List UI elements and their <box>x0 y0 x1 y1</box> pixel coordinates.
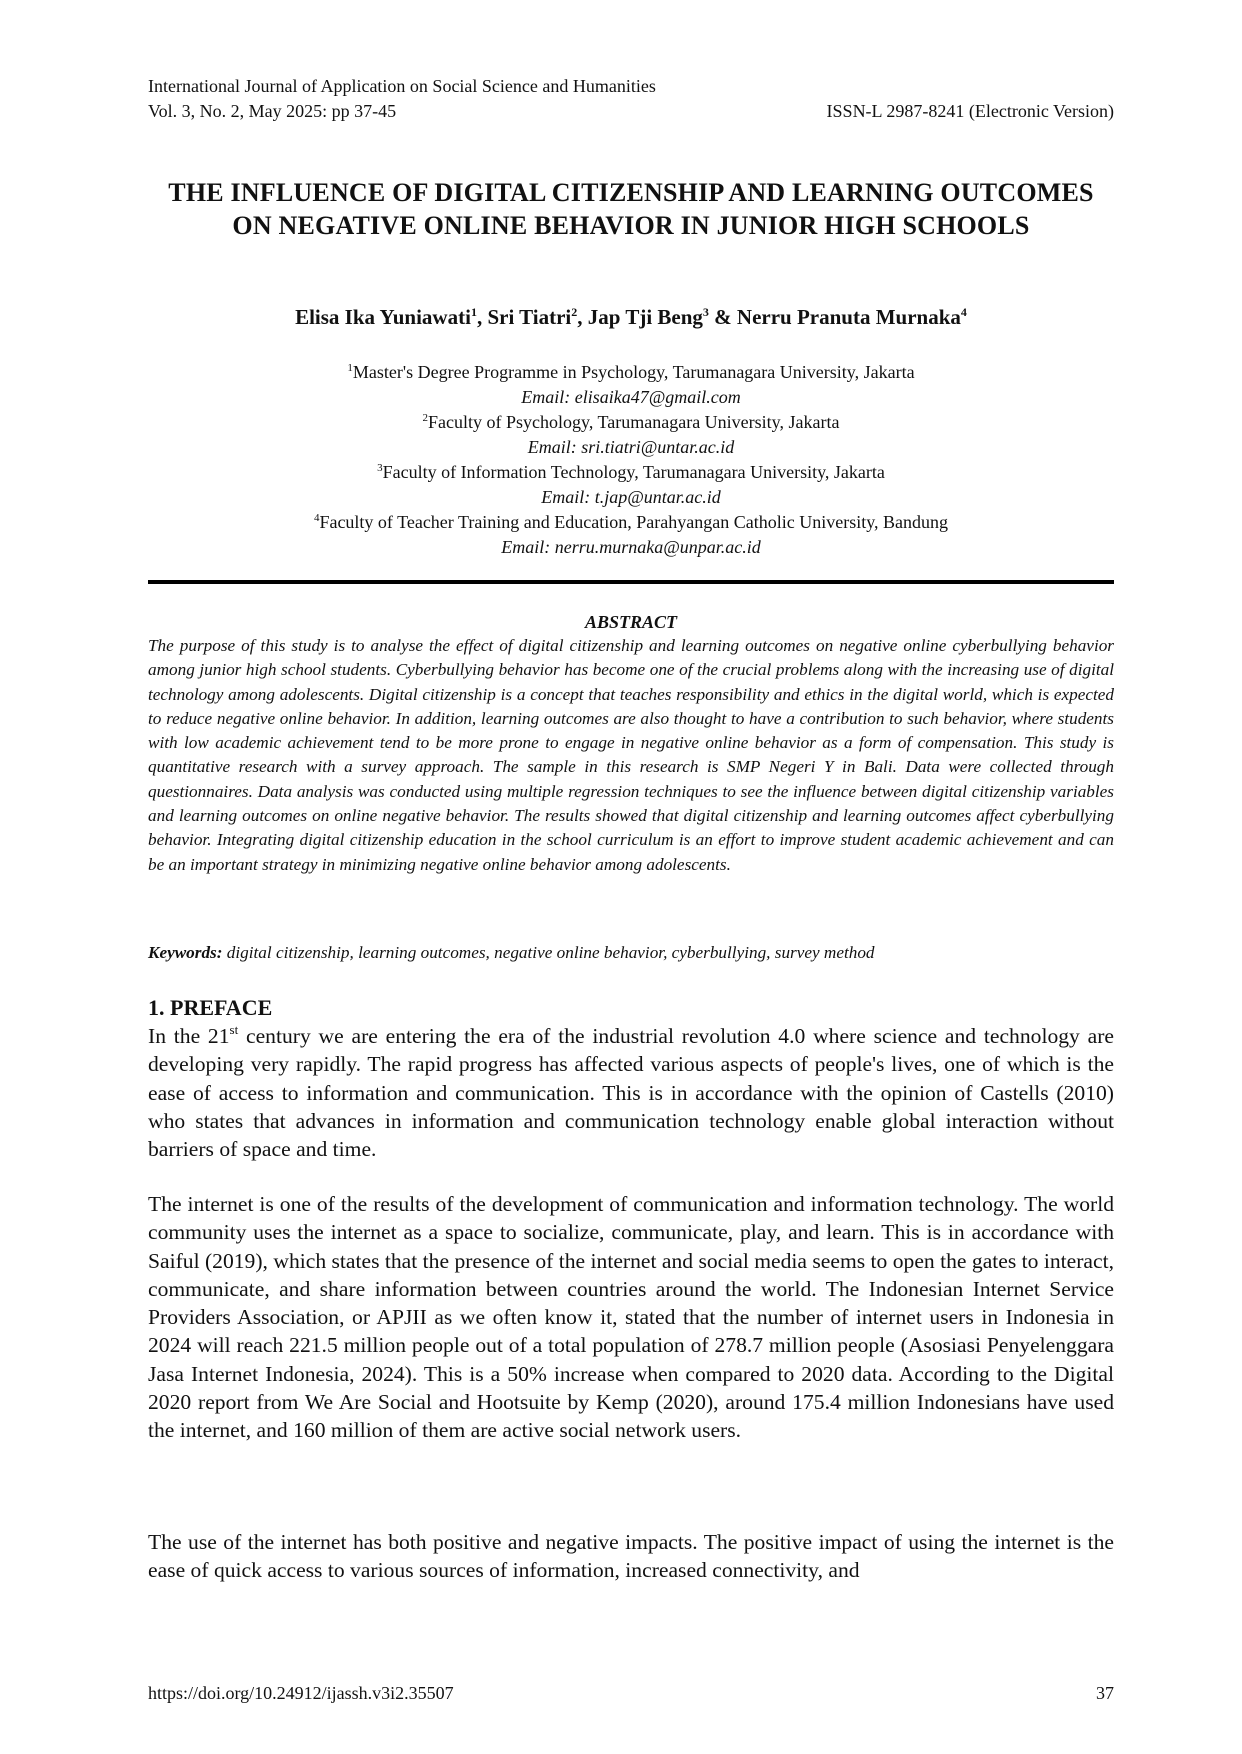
author-email[interactable]: Email: nerru.murnaka@unpar.ac.id <box>501 537 761 557</box>
author: Sri Tiatri$^2$, <box>487 305 588 329</box>
doi-link[interactable]: https://doi.org/10.24912/ijassh.v3i2.35507 <box>148 1683 454 1703</box>
keywords-label: Keywords: <box>148 943 223 962</box>
affiliation: $^1$Master's Degree Programme in Psychology, Tarumanagara University, Jakarta <box>347 362 915 382</box>
author: Elisa Ika Yuniawati$^1$, <box>295 305 488 329</box>
affiliation: $^4$Faculty of Teacher Training and Education, Parahyangan Catholic University, Bandung <box>313 512 949 532</box>
section-heading: 1. PREFACE <box>148 995 273 1020</box>
abstract-heading: ABSTRACT <box>584 612 678 632</box>
body-paragraph: The use of the internet has both positive and negative impacts. The positive impact of using the internet is the ease of quick access to various sources of information, increased connectivity, and <box>148 1530 1114 1583</box>
journal-name: International Journal of Application on Social Science and Humanities <box>148 76 656 96</box>
page-number: 37 <box>1096 1683 1114 1703</box>
issn-info: ISSN-L 2987-8241 (Electronic Version) <box>826 101 1114 121</box>
author-email[interactable]: Email: t.jap@untar.ac.id <box>541 487 721 507</box>
journal-header <box>148 74 1114 124</box>
affiliation: $^3$Faculty of Information Technology, Tarumanagara University, Jakarta <box>377 462 885 482</box>
divider-rule <box>148 580 1114 584</box>
author-email[interactable]: Email: sri.tiatri@untar.ac.id <box>527 437 735 457</box>
author: Nerru Pranuta Murnaka$^4$ <box>736 305 967 329</box>
abstract-text: The purpose of this study is to analyse the effect of digital citizenship and learning outcomes on negative online cyberbullying behavior among junior high school students. Cyberbullying behavior has become one of the crucial problems along with the increasing use of digital technology among adolescents. Digital citizenship is a concept that teaches responsibility and ethics in the digital world, which is expected to reduce negative online behavior. In addition, learning outcomes are also thought to have a contribution to such behavior, where students with low academic achievement tend to be more prone to engage in negative online behavior as a form of compensation. This study is quantitative research with a survey approach. The sample in this research is SMP Negeri Y in Bali. Data were collected through questionnaires. Data analysis was conducted using multiple regression techniques to see the influence between digital citizenship variables and learning outcomes on online negative behavior. The results showed that digital citizenship and learning outcomes affect cyberbullying behavior. Integrating digital citizenship education in the school curriculum is an effort to improve student academic achievement and can be an important strategy in minimizing negative online behavior among adolescents. <box>148 636 1114 874</box>
author-email[interactable]: Email: elisaika47@gmail.com <box>521 387 741 407</box>
author-list <box>148 303 1114 331</box>
page-footer <box>148 1681 1114 1705</box>
affiliation: $^2$Faculty of Psychology, Tarumanagara University, Jakarta <box>422 412 840 432</box>
affiliations <box>148 360 1114 560</box>
body-paragraph: In the 21st century we are entering the era of the industrial revolution 4.0 where science and technology are developing very rapidly. The rapid progress has affected various aspects of people's lives, one of which is the ease of access to information and communication. This is in accordance with the opinion of Castells (2010) who states that advances in information and communication technology enable global interaction without barriers of space and time. <box>148 1022 1114 1162</box>
paper-title: THE INFLUENCE OF DIGITAL CITIZENSHIP AND LEARNING OUTCOMES ON NEGATIVE ONLINE BEHAVIOR IN JUNIOR HIGH SCHOOLS <box>168 178 1094 240</box>
volume-info: Vol. 3, No. 2, May 2025: pp 37-45 <box>148 101 397 121</box>
keywords-text: digital citizenship, learning outcomes, negative online behavior, cyberbullying, survey method <box>222 943 875 962</box>
keywords <box>148 941 1114 965</box>
body-paragraph: The internet is one of the results of the development of communication and information technology. The world community uses the internet as a space to socialize, communicate, play, and learn. This is in accordance with Saiful (2019), which states that the presence of the internet and social media seems to open the gates to interact, communicate, and share information between countries around the world. The Indonesian Internet Service Providers Association, or APJII as we often know it, stated that the number of internet users in Indonesia in 2024 will reach 221.5 million people out of a total population of 278.7 million people (Asosiasi Penyelenggara Jasa Internet Indonesia, 2024). This is a 50% increase when compared to 2020 data. According to the Digital 2020 report from We Are Social and Hootsuite by Kemp (2020), around 175.4 million Indonesians have used the internet, and 160 million of them are active social network users. <box>148 1192 1115 1443</box>
author: Jap Tji Beng$^3$ & <box>587 305 737 329</box>
